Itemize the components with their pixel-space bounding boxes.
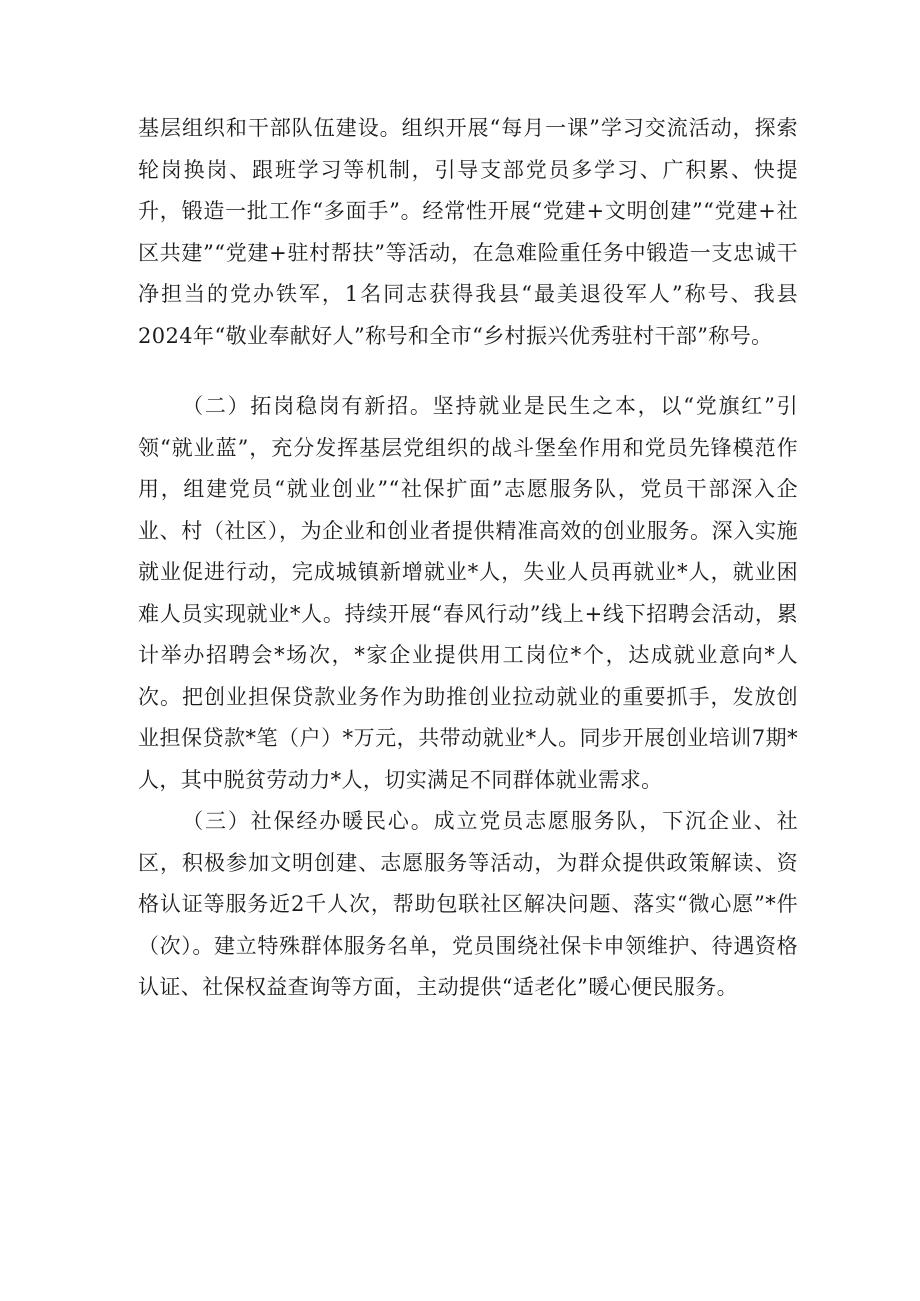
- paragraph-employment-measures: （二）拓岗稳岗有新招。坚持就业是民生之本，以“党旗红”引领“就业蓝”，充分发挥基层党组织的战斗堡垒作用和党员先锋模范作用，组建党员“就业创业”“社保扩面”志愿服务队，党员干部深入企业、村（社区），为企业和创业者提供精准高效的创业服务。深入实施就业促进行动，完成城镇新增就业*人，失业人员再就业*人，就业困难人员实现就业*人。持续开展“春风行动”线上+线下招聘会活动，累计举办招聘会*场次，*家企业提供用工岗位*个，达成就业意向*人次。把创业担保贷款业务作为助推创业拉动就业的重要抓手，发放创业担保贷款*笔（户）*万元，共带动就业*人。同步开展创业培训7期*人，其中脱贫劳动力*人，切实满足不同群体就业需求。: [138, 394, 798, 792]
- paragraph-party-building-continuation: 基层组织和干部队伍建设。组织开展“每月一课”学习交流活动，探索轮岗换岗、跟班学习等机制，引导支部党员多学习、广积累、快提升，锻造一批工作“多面手”。经常性开展“党建+文明创建”“党建+社区共建”“党建+驻村帮扶”等活动，在急难险重任务中锻造一支忠诚干净担当的党办铁军，1名同志获得我县“最美退役军人”称号、我县2024年“敬业奉献好人”称号和全市“乡村振兴优秀驻村干部”称号。: [138, 116, 798, 348]
- document-body: [138, 108, 798, 1009]
- paragraph-social-security-services: （三）社保经办暖民心。成立党员志愿服务队，下沉企业、社区，积极参加文明创建、志愿服务等活动，为群众提供政策解读、资格认证等服务近2千人次，帮助包联社区解决问题、落实“微心愿”*件（次）。建立特殊群体服务名单，党员围绕社保卡申领维护、待遇资格认证、社保权益查询等方面，主动提供“适老化”暖心便民服务。: [138, 809, 798, 999]
- paragraph-spacer: [138, 357, 798, 386]
